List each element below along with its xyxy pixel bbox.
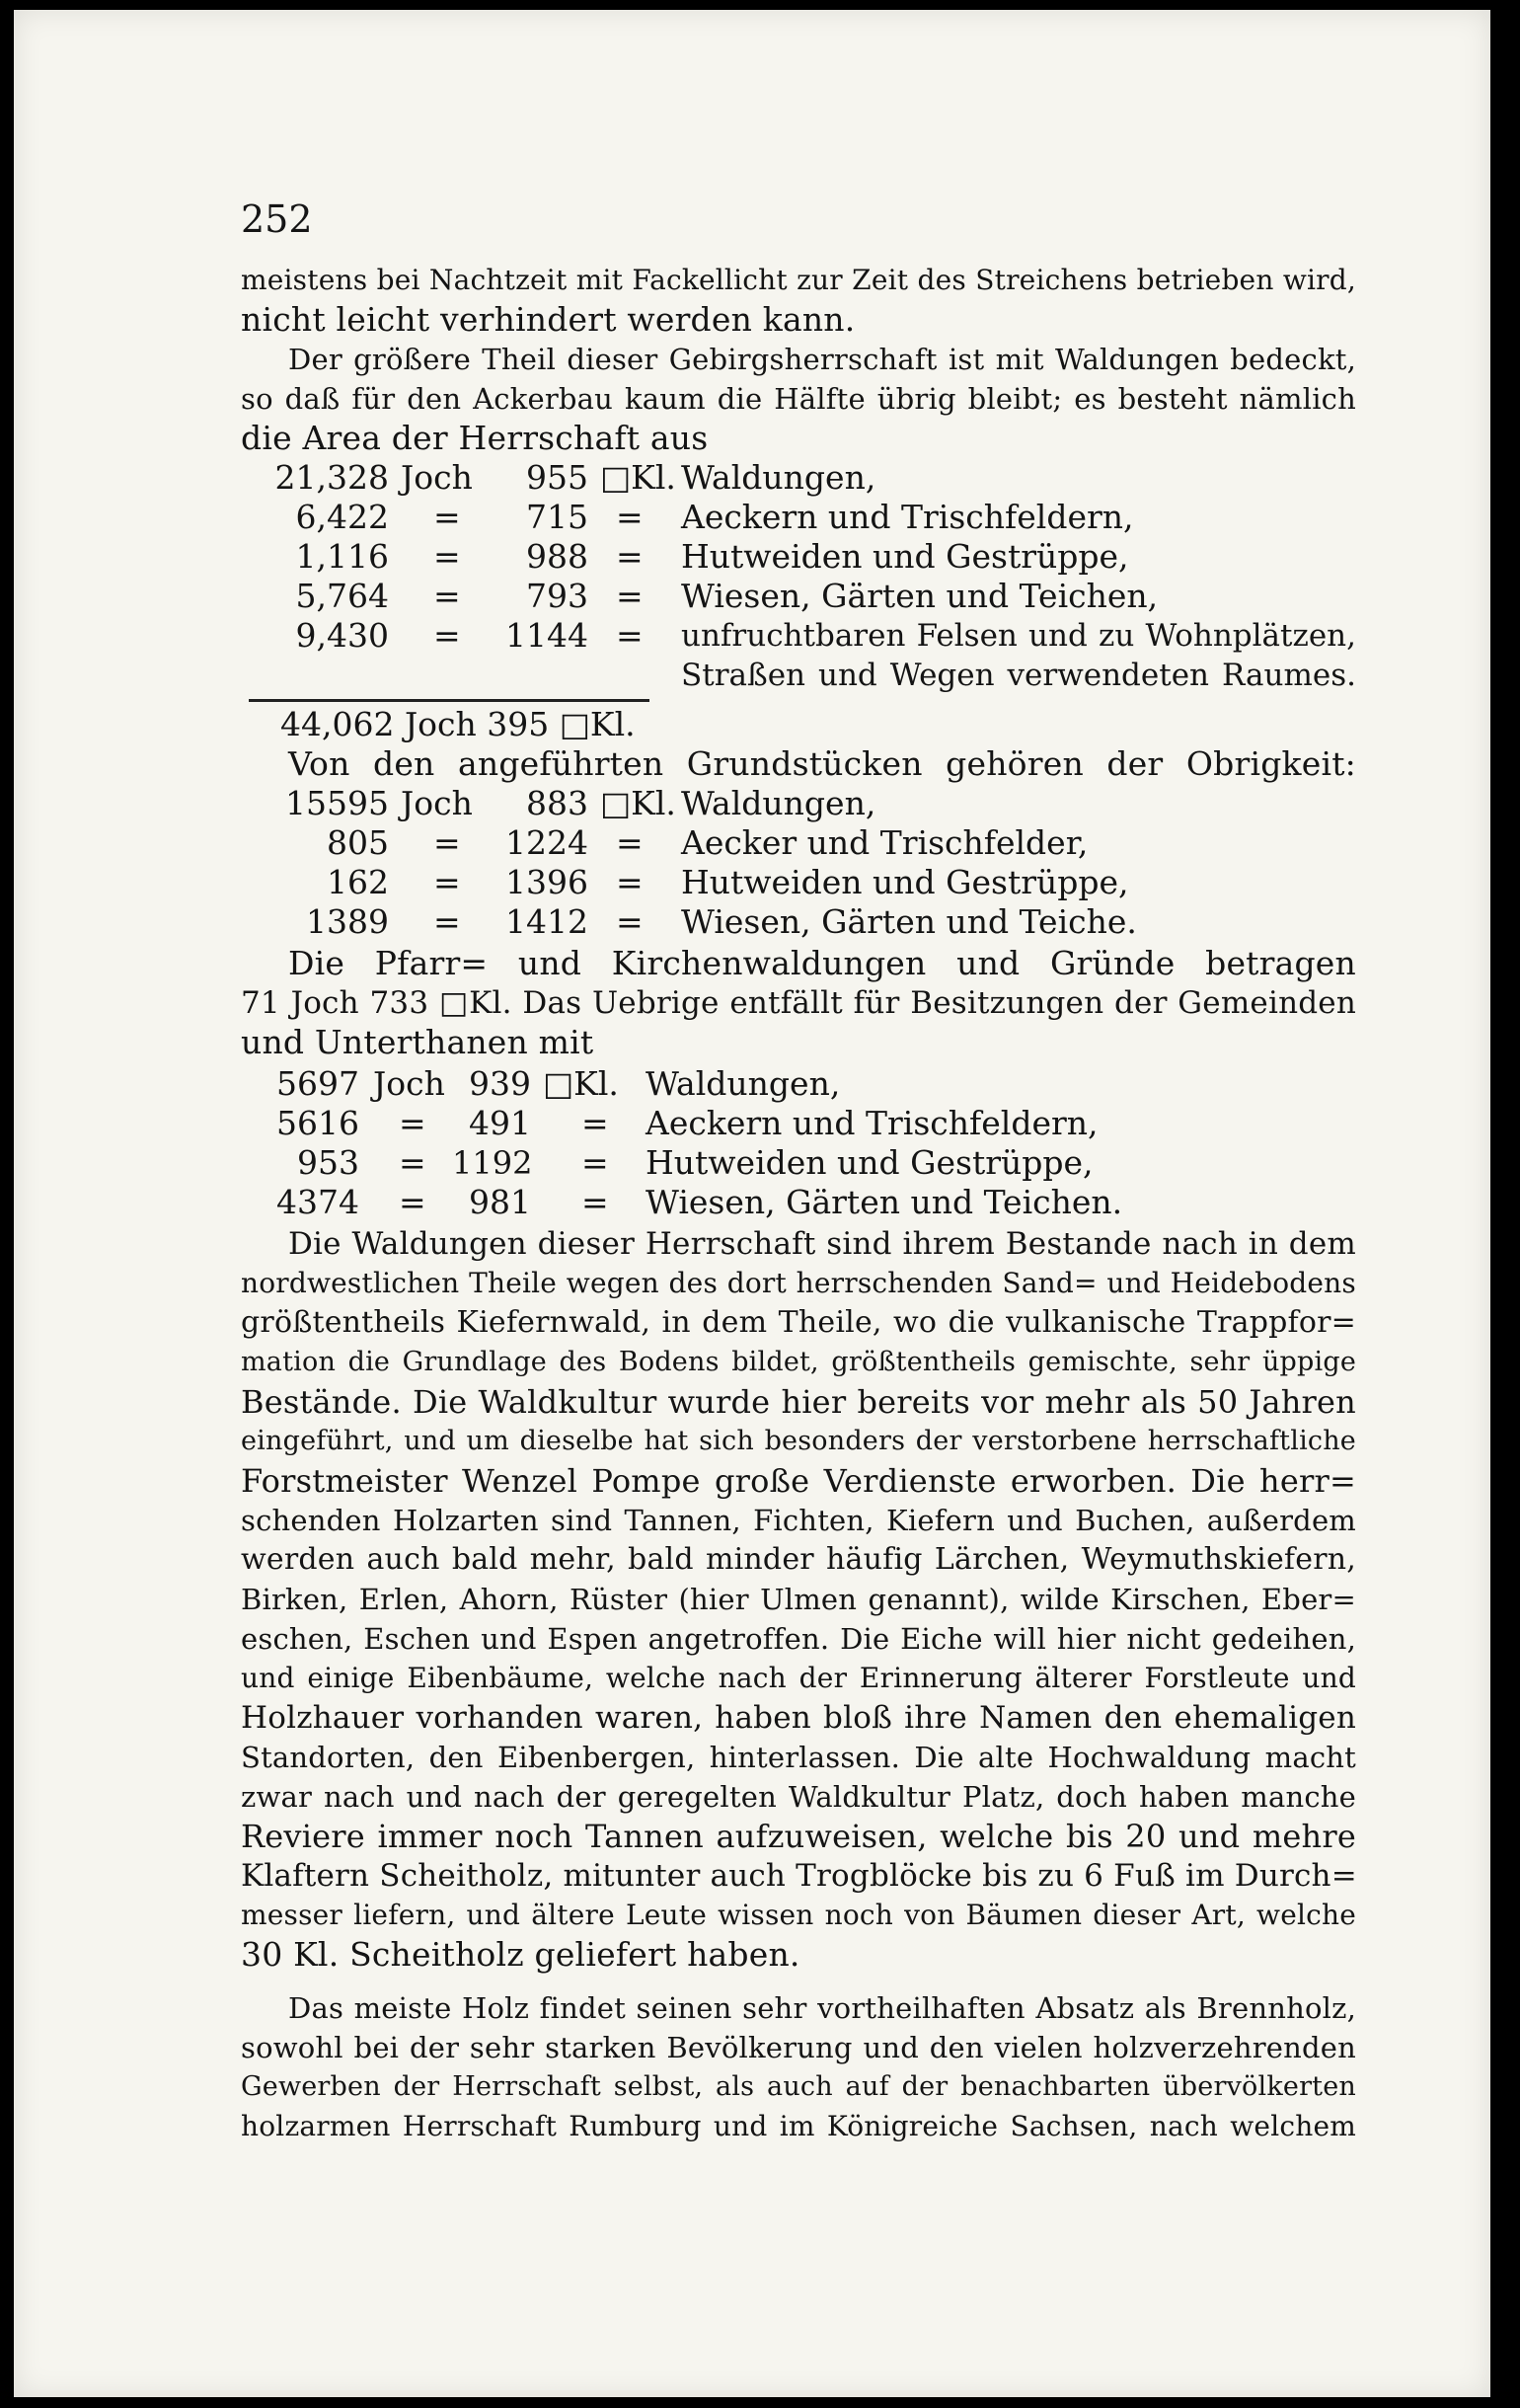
table-row <box>241 863 1356 902</box>
unit-cell: = <box>433 498 461 536</box>
unit-cell: Joch <box>401 458 473 497</box>
amount-cell: 15595 <box>285 784 389 822</box>
unit-cell: = <box>433 823 461 862</box>
unit2-cell: = <box>616 823 644 862</box>
table-row <box>241 823 1356 863</box>
text-line: werden auch bald mehr, bald minder häufig Lärchen, Weymuthskiefern, <box>241 1542 1356 1577</box>
subjects-table <box>241 1064 1356 1222</box>
text-line: Der größere Theil dieser Gebirgsherrschaft ist mit Waldungen bedeckt, <box>288 343 1356 376</box>
table-row <box>241 1143 1356 1183</box>
text-line: nordwestlichen Theile wegen des dort herrschenden Sand= und Heidebodens <box>241 1267 1356 1299</box>
desc-cell: Aecker und Trischfelder, <box>681 823 1089 862</box>
unit2-cell: = <box>581 1104 609 1142</box>
desc-cell: Waldungen, <box>681 458 876 497</box>
unit-cell: = <box>433 863 461 901</box>
unit-cell: = <box>433 577 461 615</box>
table-row <box>241 902 1356 942</box>
desc-cell: Aeckern und Trischfeldern, <box>646 1104 1099 1142</box>
table-row <box>241 537 1356 577</box>
sq-cell: 883 <box>526 784 588 822</box>
paragraph-1 <box>241 261 1356 340</box>
desc-cell: Hutweiden und Gestrüppe, <box>646 1143 1094 1182</box>
table-row <box>241 616 1356 656</box>
amount-cell: 6,422 <box>295 498 389 536</box>
desc-cell: Hutweiden und Gestrüppe, <box>681 863 1129 901</box>
text-line: und einige Eibenbäume, welche nach der Erinnerung älterer Forstleute und <box>241 1662 1356 1694</box>
paragraph-5 <box>241 1224 1356 1975</box>
amount-cell: 5697 <box>276 1064 359 1103</box>
unit2-cell: = <box>581 1183 609 1221</box>
table-row <box>241 1183 1356 1222</box>
text-line: zwar nach und nach der geregelten Waldkultur Platz, doch haben manche <box>241 1780 1356 1814</box>
text-line: nicht leicht verhindert werden kann. <box>241 300 856 339</box>
amount-cell: 5616 <box>276 1104 359 1142</box>
text-line: Klaftern Scheitholz, mitunter auch Trogblöcke bis zu 6 Fuß im Durch= <box>241 1858 1357 1894</box>
paragraph-3 <box>241 744 1356 784</box>
text-line: holzarmen Herrschaft Rumburg und im Königreiche Sachsen, nach welchem <box>241 2110 1356 2142</box>
text-line: Von den angeführten Grundstücken gehören der Obrigkeit: <box>288 744 1356 783</box>
sq-cell: 1412 <box>505 902 588 941</box>
text-line: Holzhauer vorhanden waren, haben bloß ihre Namen den ehemaligen <box>241 1700 1356 1736</box>
text-line: größtentheils Kiefernwald, in dem Theile, wo die vulkanische Trappfor= <box>241 1305 1356 1340</box>
page-number: 252 <box>241 197 313 241</box>
text-line: Standorten, den Eibenbergen, hinterlassen. Die alte Hochwaldung macht <box>241 1741 1356 1774</box>
sq-cell: 955 <box>526 458 588 497</box>
sq-cell: 981 <box>469 1183 531 1221</box>
text-line: 71 Joch 733 □Kl. Das Uebrige entfällt für Besitzungen der Gemeinden <box>241 985 1356 1021</box>
text-line: schenden Holzarten sind Tannen, Fichten, Kiefern und Buchen, außerdem <box>241 1504 1356 1537</box>
text-line: messer liefern, und ältere Leute wissen noch von Bäumen dieser Art, welche <box>241 1899 1356 1931</box>
unit2-cell: □Kl. <box>600 784 676 822</box>
text-line: und Unterthanen mit <box>241 1023 594 1061</box>
unit2-cell: = <box>616 902 644 941</box>
unit2-cell: = <box>616 498 644 536</box>
paragraph-6 <box>241 1988 1356 2146</box>
desc-cell: Waldungen, <box>681 784 876 822</box>
text-line: die Area der Herrschaft aus <box>241 419 709 457</box>
unit-cell: Joch <box>373 1064 445 1103</box>
unit2-cell: = <box>616 537 644 576</box>
unit2-cell: □Kl. <box>543 1064 619 1103</box>
text-line: Reviere immer noch Tannen aufzuweisen, welche bis 20 und mehre <box>241 1818 1356 1855</box>
desc-cell: Wiesen, Gärten und Teichen. <box>646 1183 1123 1221</box>
amount-cell: 21,328 <box>274 458 389 497</box>
desc-cell: Wiesen, Gärten und Teiche. <box>681 902 1137 941</box>
amount-cell: 162 <box>327 863 389 901</box>
table-row <box>241 784 1356 823</box>
unit-cell: = <box>399 1183 426 1221</box>
unit2-cell: = <box>581 1143 609 1182</box>
text-line: mation die Grundlage des Bodens bildet, größtentheils gemischte, sehr üppige <box>241 1347 1356 1377</box>
desc-cell: Aeckern und Trischfeldern, <box>681 498 1134 536</box>
desc-cell: unfruchtbaren Felsen und zu Wohnplätzen, <box>681 618 1356 654</box>
amount-cell: 4374 <box>276 1183 359 1221</box>
amount-cell: 805 <box>327 823 389 862</box>
total-row <box>241 705 1356 744</box>
sq-cell: 1224 <box>505 823 588 862</box>
sq-cell: 1144 <box>505 616 588 655</box>
amount-cell: 1,116 <box>295 537 389 576</box>
total-value: 44,062 Joch 395 □Kl. <box>280 705 636 743</box>
unit-cell: = <box>433 616 461 655</box>
table-row <box>241 1104 1356 1143</box>
text-line: Birken, Erlen, Ahorn, Rüster (hier Ulmen genannt), wilde Kirschen, Eber= <box>241 1583 1356 1616</box>
sum-rule <box>249 699 649 702</box>
unit-cell: = <box>433 902 461 941</box>
desc-cell: Hutweiden und Gestrüppe, <box>681 537 1129 576</box>
text-line: meistens bei Nachtzeit mit Fackellicht zur Zeit des Streichens betrieben wird, <box>241 264 1356 296</box>
text-line: Forstmeister Wenzel Pompe große Verdienste erworben. Die herr= <box>241 1462 1356 1500</box>
unit-cell: Joch <box>401 784 473 822</box>
text-line: 30 Kl. Scheitholz geliefert haben. <box>241 1935 800 1974</box>
paragraph-2 <box>241 340 1356 458</box>
table-row <box>241 498 1356 537</box>
text-line: Das meiste Holz findet seinen sehr vortheilhaften Absatz als Brennholz, <box>288 1991 1356 2025</box>
text-line: so daß für den Ackerbau kaum die Hälfte übrig bleibt; es besteht nämlich <box>241 382 1356 416</box>
desc-cell: Straßen und Wegen verwendeten Raumes. <box>681 658 1356 693</box>
amount-cell: 1389 <box>306 902 389 941</box>
amount-cell: 9,430 <box>295 616 389 655</box>
table-row <box>241 458 1356 498</box>
desc-cell: Wiesen, Gärten und Teichen, <box>681 577 1159 615</box>
table-row <box>241 577 1356 616</box>
unit-cell: = <box>433 537 461 576</box>
text-line: Gewerben der Herrschaft selbst, als auch auf der benachbarten übervölkerten <box>241 2071 1356 2102</box>
text-line: eschen, Eschen und Espen angetroffen. Die Eiche will hier nicht gedeihen, <box>241 1622 1356 1656</box>
sq-cell: 1192 <box>452 1144 533 1182</box>
sq-cell: 715 <box>526 498 588 536</box>
unit2-cell: = <box>616 616 644 655</box>
text-line: Die Waldungen dieser Herrschaft sind ihrem Bestande nach in dem <box>288 1226 1356 1262</box>
unit2-cell: = <box>616 863 644 901</box>
area-total <box>241 705 1356 744</box>
area-table <box>241 458 1356 695</box>
sq-cell: 1396 <box>505 863 588 901</box>
sq-cell: 491 <box>469 1104 531 1142</box>
sq-cell: 939 <box>469 1064 531 1103</box>
unit2-cell: = <box>616 577 644 615</box>
text-line: Die Pfarr= und Kirchenwaldungen und Gründe betragen <box>288 944 1356 982</box>
sq-cell: 793 <box>526 577 588 615</box>
text-line: eingeführt, und um dieselbe hat sich besonders der verstorbene herrschaftliche <box>241 1426 1356 1456</box>
paragraph-4 <box>241 944 1356 1062</box>
table-row-continuation <box>241 656 1356 695</box>
text-line: Bestände. Die Waldkultur wurde hier bereits vor mehr als 50 Jahren <box>241 1383 1356 1421</box>
table-row <box>241 1064 1356 1104</box>
lordship-table <box>241 784 1356 942</box>
unit2-cell: □Kl. <box>600 458 676 497</box>
unit-cell: = <box>399 1104 426 1142</box>
sq-cell: 988 <box>526 537 588 576</box>
text-line: sowohl bei der sehr starken Bevölkerung und den vielen holzverzehrenden <box>241 2031 1356 2064</box>
desc-cell: Waldungen, <box>646 1064 841 1103</box>
amount-cell: 5,764 <box>295 577 389 615</box>
amount-cell: 953 <box>297 1143 359 1182</box>
unit-cell: = <box>399 1143 426 1182</box>
